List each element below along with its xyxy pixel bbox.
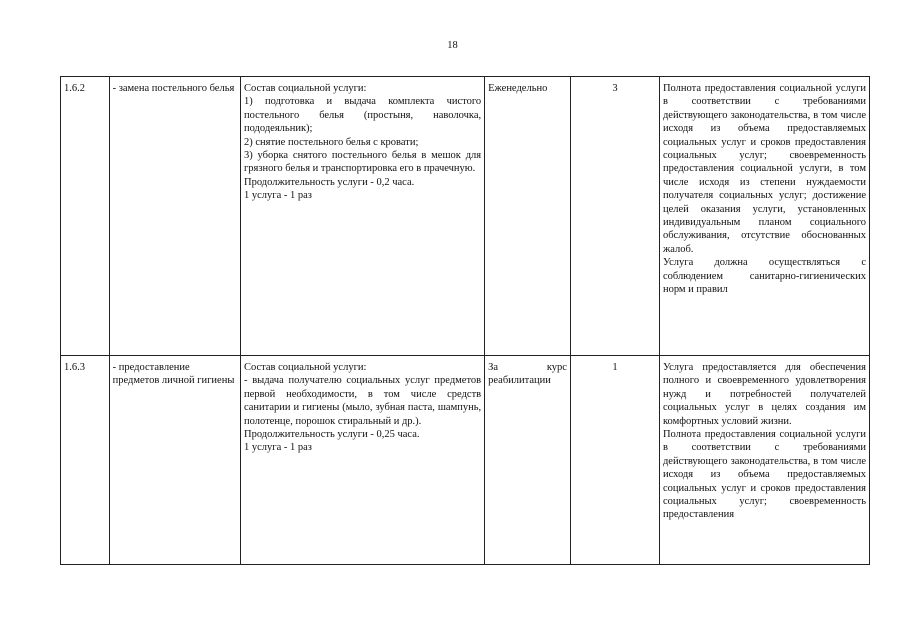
service-volume: 3 [570,77,659,356]
service-unit: 1 услуга - 1 раз [243,442,312,454]
service-composition [240,77,484,356]
composition-title: Состав социальной услуги: [243,83,367,94]
composition-item: 1) подготовка и выдача комплекта чистого постельного белья (простыня, наволочка, пододеяльник); [243,96,482,135]
service-duration: Продолжительность услуги - 0,25 часа. [243,429,420,441]
table-row [61,77,870,356]
service-period: Еженедельно [485,77,571,356]
service-unit: 1 услуга - 1 раз [243,190,312,202]
service-name: - предоставление предметов личной гигиены [109,356,240,565]
composition-title: Состав социальной услуги: [243,362,367,373]
table-row [61,356,870,565]
service-composition [240,356,484,565]
composition-item: 3) уборка снятого постельного белья в мешок для грязного белья и транспортировка его в прачечную. [243,150,482,175]
composition-item: 2) снятие постельного белья с кровати; [243,136,419,148]
quality-paragraph: Услуга должна осуществляться с соблюдением санитарно-гигиенических норм и правил [662,257,866,296]
service-number: 1.6.3 [61,356,110,565]
page-number: 18 [447,40,458,51]
quality-paragraph: Услуга предоставляется для обеспечения полного и своевременного удовлетворения нужд и потребностей получателей социальных услуг в целях создания им комфортных условий жизни. [662,362,866,427]
composition-item: - выдача получателю социальных услуг предметов первой необходимости, в том числе средств санитарии и гигиены (мыло, зубная паста, шампунь, полотенце, порошок стиральный и др.). [243,375,482,427]
service-duration: Продолжительность услуги - 0,2 часа. [243,176,415,188]
service-period: За курс реабилитации [485,356,571,565]
service-number: 1.6.2 [61,77,110,356]
service-quality [659,356,869,565]
service-quality [659,77,869,356]
quality-paragraph: Полнота предоставления социальной услуги в соответствии с требованиями действующего законодательства, в том числе исходя из объема предоставляемых социальных услуг и сроков предоставления социальных услуг; своевременность предоставления социальной услуги, в том числе исходя из степени нуждаемости получателя социальных услуг; достижение целей оказания услуги, установленных индивидуальным планом социального обслуживания, отсутствие обоснованных жалоб. [662,83,866,255]
quality-paragraph: Полнота предоставления социальной услуги в соответствии с требованиями действующего законодательства, в том числе исходя из объема предоставляемых социальных услуг и сроков предоставления социальных услуг; своевременность предоставления [662,429,866,521]
service-name: - замена постельного белья [109,77,240,356]
services-table [60,76,870,565]
service-volume: 1 [570,356,659,565]
